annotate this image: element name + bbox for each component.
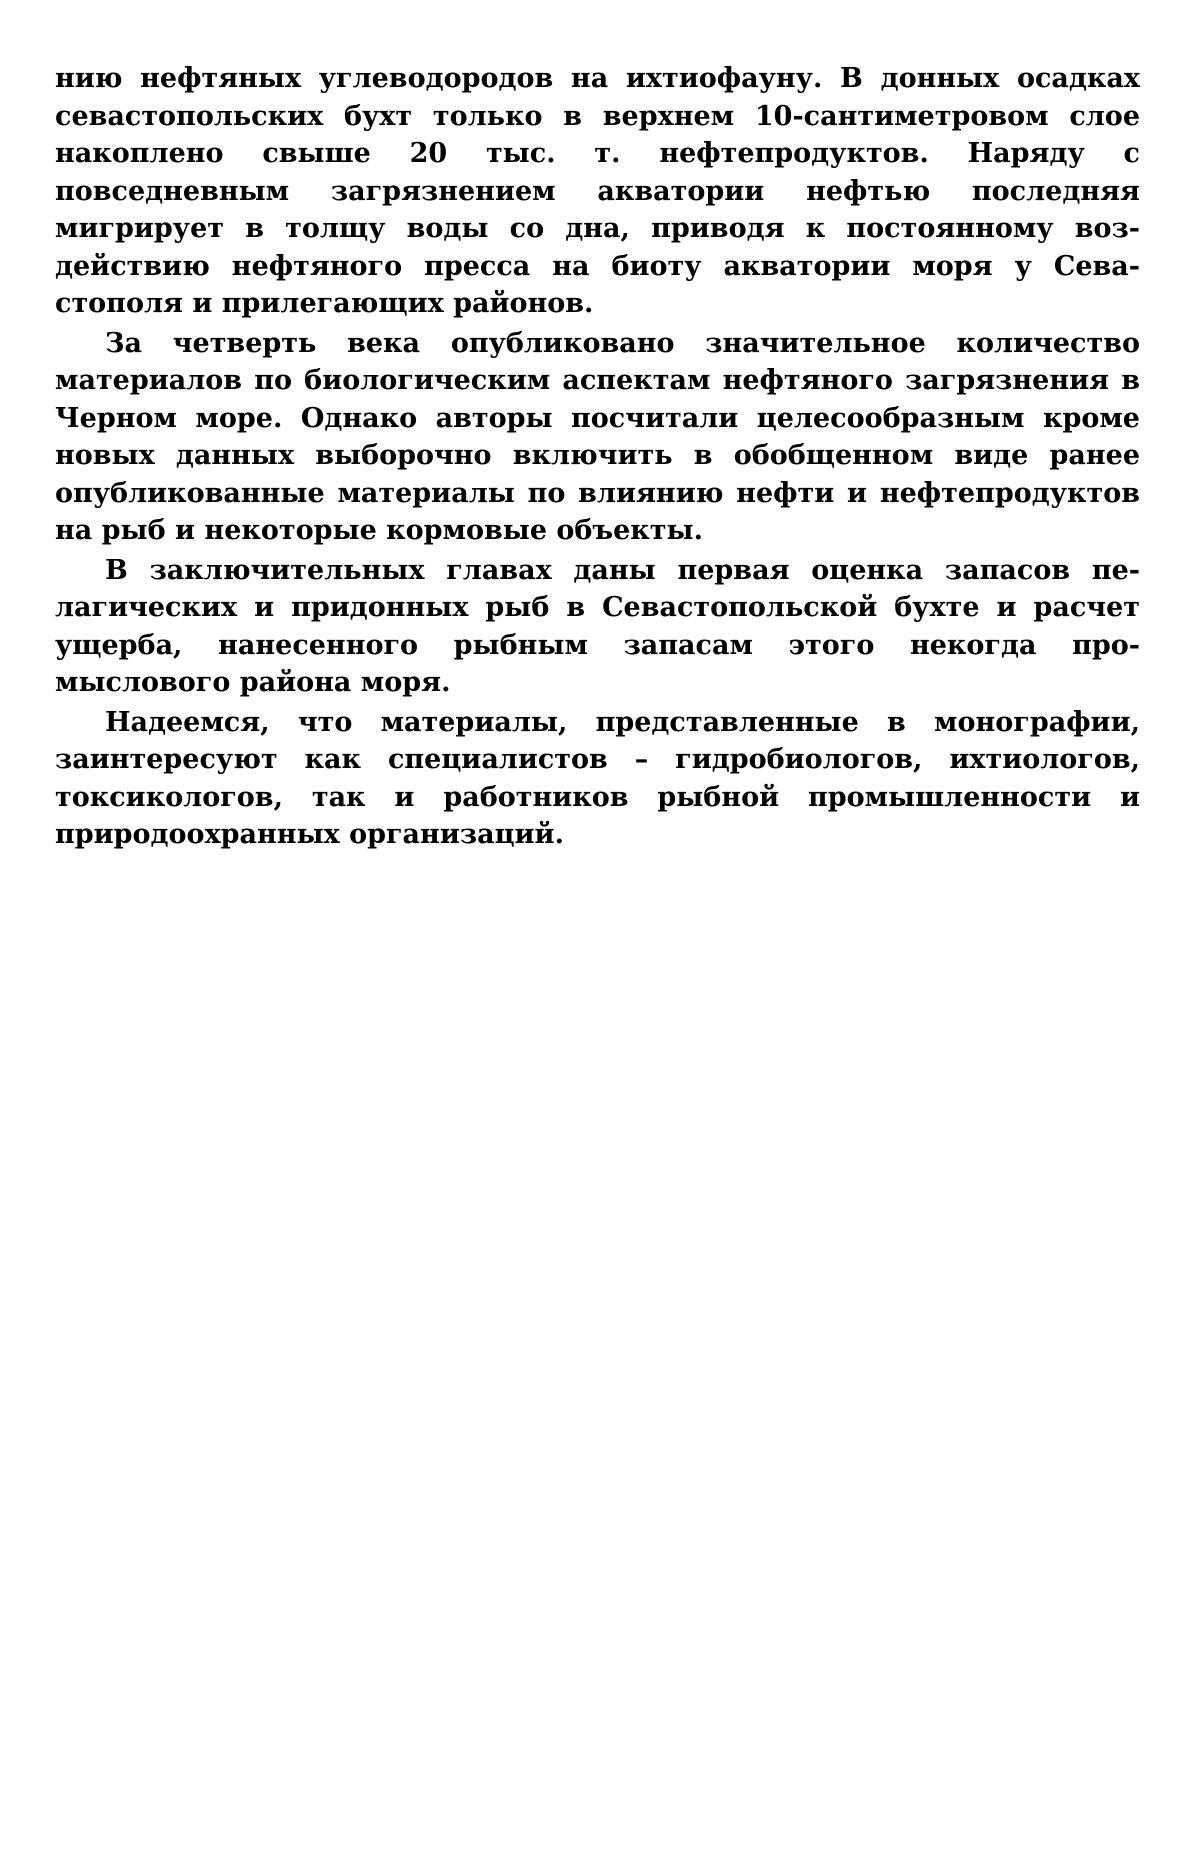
paragraph-publications: За четверть века опубликовано значительное количество материалов по биологическим аспектам нефтяного загрязнения в Черном море. Однако авторы посчитали целесообразным кроме новых данных выборочно включить в обобщенном виде ранее опубликованные материалы по влиянию нефти и нефтепродуктов на рыб и некоторые кормовые объекты.: [55, 327, 1140, 546]
paragraph-final-chapters: В заключительных главах даны первая оценка запасов пелагических и придонных рыб в Севастопольской бухте и расчет ущерба, нанесенного рыбным запасам этого некогда промыслового района моря.: [55, 554, 1140, 698]
document-body: [55, 60, 1140, 854]
paragraph-audience: Надеемся, что материалы, представленные в монографии, заинтересуют как специалистов – гидробиологов, ихтиологов, токсикологов, так и работников рыбной промышленности и природоохранных организаций.: [55, 706, 1140, 850]
paragraph-continuation: нию нефтяных углеводородов на ихтиофауну. В донных осадках севастопольских бухт только в верхнем 10-сантиметровом слое накоплено свыше 20 тыс. т. нефтепродуктов. Наряду с повседневным загрязнением акватории нефтью последняя мигрирует в толщу воды со дна, приводя к постоянному воздействию нефтяного пресса на биоту акватории моря у Севастополя и прилегающих районов.: [55, 63, 1140, 319]
